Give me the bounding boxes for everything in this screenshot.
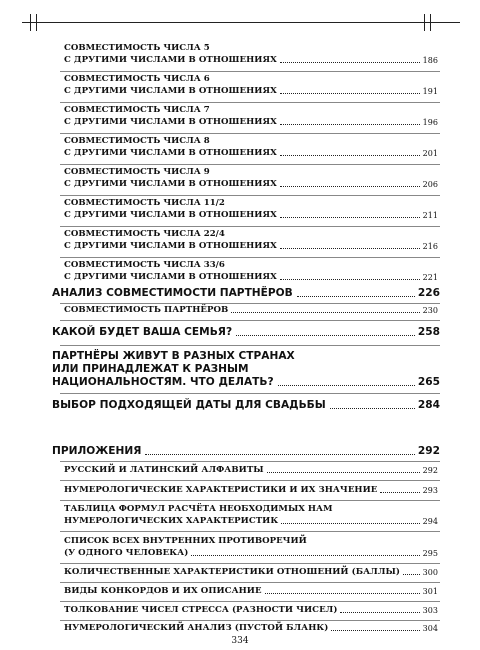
toc-page-number: 292 (422, 465, 438, 475)
toc-entry-label: С ДРУГИМИ ЧИСЛАМИ В ОТНОШЕНИЯХ (64, 117, 277, 127)
leader-dots (340, 612, 419, 613)
toc-entry[interactable] (64, 118, 438, 127)
leader-dots (280, 217, 420, 218)
toc-entry-label: КОЛИЧЕСТВЕННЫЕ ХАРАКТЕРИСТИКИ ОТНОШЕНИЙ (БАЛЛЫ) (64, 567, 400, 577)
toc-entry[interactable] (64, 624, 438, 633)
toc-page-number: 191 (422, 86, 438, 96)
divider (60, 563, 440, 564)
leader-dots (280, 248, 420, 249)
toc-page-number: 284 (417, 399, 440, 411)
top-rule-tick (30, 14, 31, 31)
leader-dots (330, 408, 415, 409)
toc-entry-label: ВИДЫ КОНКОРДОВ И ИХ ОПИСАНИЕ (64, 586, 262, 596)
toc-entry-label: НУМЕРОЛОГИЧЕСКИЕ ХАРАКТЕРИСТИКИ И ИХ ЗНАЧЕНИЕ (64, 485, 378, 495)
top-rule (22, 22, 460, 23)
toc-entry-title: ТАБЛИЦА ФОРМУЛ РАСЧЁТА НЕОБХОДИМЫХ НАМ (64, 504, 333, 514)
toc-section-label: АНАЛИЗ СОВМЕСТИМОСТИ ПАРТНЁРОВ (52, 287, 293, 299)
toc-section[interactable] (52, 327, 440, 338)
toc-entry[interactable] (64, 306, 438, 315)
leader-dots (281, 523, 419, 524)
toc-entry-title: СОВМЕСТИМОСТЬ ЧИСЛА 7 (64, 105, 210, 115)
toc-page-number: 196 (422, 117, 438, 127)
toc-page-number: 301 (422, 586, 438, 596)
toc-entry-label: РУССКИЙ И ЛАТИНСКИЙ АЛФАВИТЫ (64, 465, 264, 475)
leader-dots (231, 312, 419, 313)
toc-section-label: ПРИЛОЖЕНИЯ (52, 445, 142, 457)
toc-entry-label: С ДРУГИМИ ЧИСЛАМИ В ОТНОШЕНИЯХ (64, 179, 277, 189)
leader-dots (331, 630, 419, 631)
toc-entry-title: СОВМЕСТИМОСТЬ ЧИСЛА 9 (64, 167, 210, 177)
toc-entry-label: НУМЕРОЛОГИЧЕСКИХ ХАРАКТЕРИСТИК (64, 516, 279, 526)
divider (60, 582, 440, 583)
toc-section-label: ВЫБОР ПОДХОДЯЩЕЙ ДАТЫ ДЛЯ СВАДЬБЫ (52, 399, 326, 411)
toc-page-number: 292 (417, 445, 440, 457)
toc-page-number: 216 (422, 241, 438, 251)
leader-dots (280, 93, 420, 94)
divider (60, 257, 440, 258)
divider (60, 71, 440, 72)
toc-entry[interactable] (64, 568, 438, 577)
toc-entry[interactable] (64, 211, 438, 220)
divider (60, 195, 440, 196)
toc-entry[interactable] (64, 149, 438, 158)
leader-dots (280, 186, 420, 187)
leader-dots (380, 492, 419, 493)
leader-dots (236, 335, 415, 336)
divider (60, 620, 440, 621)
divider (60, 164, 440, 165)
toc-page-number: 211 (422, 210, 438, 220)
leader-dots (280, 155, 420, 156)
toc-page-number: 206 (422, 179, 438, 189)
leader-dots (191, 555, 419, 556)
divider (60, 226, 440, 227)
divider (60, 345, 440, 346)
toc-page-number: 186 (422, 55, 438, 65)
divider (60, 601, 440, 602)
divider (60, 102, 440, 103)
toc-entry[interactable] (64, 486, 438, 495)
toc-entry[interactable] (64, 87, 438, 96)
toc-page-number: 304 (422, 623, 438, 633)
toc-section[interactable] (52, 446, 440, 457)
toc-page-number: 265 (417, 376, 440, 388)
toc-section[interactable] (52, 400, 440, 411)
divider (60, 303, 440, 304)
toc-entry-label: С ДРУГИМИ ЧИСЛАМИ В ОТНОШЕНИЯХ (64, 148, 277, 158)
top-rule-tick (424, 14, 425, 31)
toc-section[interactable] (52, 288, 440, 299)
leader-dots (280, 124, 420, 125)
toc-entry[interactable] (64, 242, 438, 251)
toc-entry-title: СОВМЕСТИМОСТЬ ЧИСЛА 33/6 (64, 260, 225, 270)
toc-entry-label: С ДРУГИМИ ЧИСЛАМИ В ОТНОШЕНИЯХ (64, 86, 277, 96)
toc-entry-label: С ДРУГИМИ ЧИСЛАМИ В ОТНОШЕНИЯХ (64, 272, 277, 282)
toc-entry-label: С ДРУГИМИ ЧИСЛАМИ В ОТНОШЕНИЯХ (64, 55, 277, 65)
toc-page-number: 201 (422, 148, 438, 158)
divider (60, 320, 440, 321)
top-rule-tick (430, 14, 431, 31)
divider (60, 461, 440, 462)
toc-entry[interactable] (64, 56, 438, 65)
divider (60, 133, 440, 134)
leader-dots (280, 279, 420, 280)
toc-entry-label: НУМЕРОЛОГИЧЕСКИЙ АНАЛИЗ (ПУСТОЙ БЛАНК) (64, 623, 329, 633)
leader-dots (265, 593, 420, 594)
toc-page-number: 300 (422, 567, 438, 577)
toc-entry[interactable] (64, 180, 438, 189)
divider (60, 531, 440, 532)
leader-dots (145, 454, 414, 455)
toc-entry-title: СПИСОК ВСЕХ ВНУТРЕННИХ ПРОТИВОРЕЧИЙ (64, 536, 307, 546)
toc-entry-label: СОВМЕСТИМОСТЬ ПАРТНЁРОВ (64, 305, 229, 315)
toc-entry[interactable] (64, 549, 438, 558)
toc-page-number: 295 (422, 548, 438, 558)
toc-entry-title: СОВМЕСТИМОСТЬ ЧИСЛА 8 (64, 136, 210, 146)
toc-entry-label: (У ОДНОГО ЧЕЛОВЕКА) (64, 548, 189, 558)
leader-dots (280, 62, 420, 63)
toc-entry-title: СОВМЕСТИМОСТЬ ЧИСЛА 22/4 (64, 229, 225, 239)
toc-page-number: 226 (417, 287, 440, 299)
toc-entry-label: С ДРУГИМИ ЧИСЛАМИ В ОТНОШЕНИЯХ (64, 210, 277, 220)
divider (60, 500, 440, 501)
leader-dots (297, 296, 415, 297)
toc-section-label: КАКОЙ БУДЕТ ВАША СЕМЬЯ? (52, 326, 233, 338)
leader-dots (278, 385, 415, 386)
toc-section-label: НАЦИОНАЛЬНОСТЯМ. ЧТО ДЕЛАТЬ? (52, 376, 274, 388)
toc-page-number: 230 (422, 305, 438, 315)
divider (60, 393, 440, 394)
toc-section-title: ИЛИ ПРИНАДЛЕЖАТ К РАЗНЫМ (52, 363, 249, 375)
toc-entry[interactable] (64, 517, 438, 526)
toc-entry-label: С ДРУГИМИ ЧИСЛАМИ В ОТНОШЕНИЯХ (64, 241, 277, 251)
toc-entry-title: СОВМЕСТИМОСТЬ ЧИСЛА 5 (64, 43, 210, 53)
top-rule-tick (36, 14, 37, 31)
toc-entry-title: СОВМЕСТИМОСТЬ ЧИСЛА 11/2 (64, 198, 225, 208)
toc-section-title: ПАРТНЁРЫ ЖИВУТ В РАЗНЫХ СТРАНАХ (52, 350, 295, 362)
toc-entry-title: СОВМЕСТИМОСТЬ ЧИСЛА 6 (64, 74, 210, 84)
toc-entry[interactable] (64, 587, 438, 596)
toc-entry[interactable] (64, 273, 438, 282)
toc-page-number: 258 (417, 326, 440, 338)
toc-page-number: 221 (422, 272, 438, 282)
leader-dots (267, 472, 420, 473)
divider (60, 480, 440, 481)
toc-entry[interactable] (64, 466, 438, 475)
page-number: 334 (231, 636, 249, 646)
toc-entry[interactable] (64, 606, 438, 615)
toc-page-number: 293 (422, 485, 438, 495)
leader-dots (403, 574, 420, 575)
toc-entry-label: ТОЛКОВАНИЕ ЧИСЕЛ СТРЕССА (РАЗНОСТИ ЧИСЕЛ) (64, 605, 338, 615)
toc-page-number: 303 (422, 605, 438, 615)
toc-page-number: 294 (422, 516, 438, 526)
toc-section[interactable] (52, 377, 440, 388)
